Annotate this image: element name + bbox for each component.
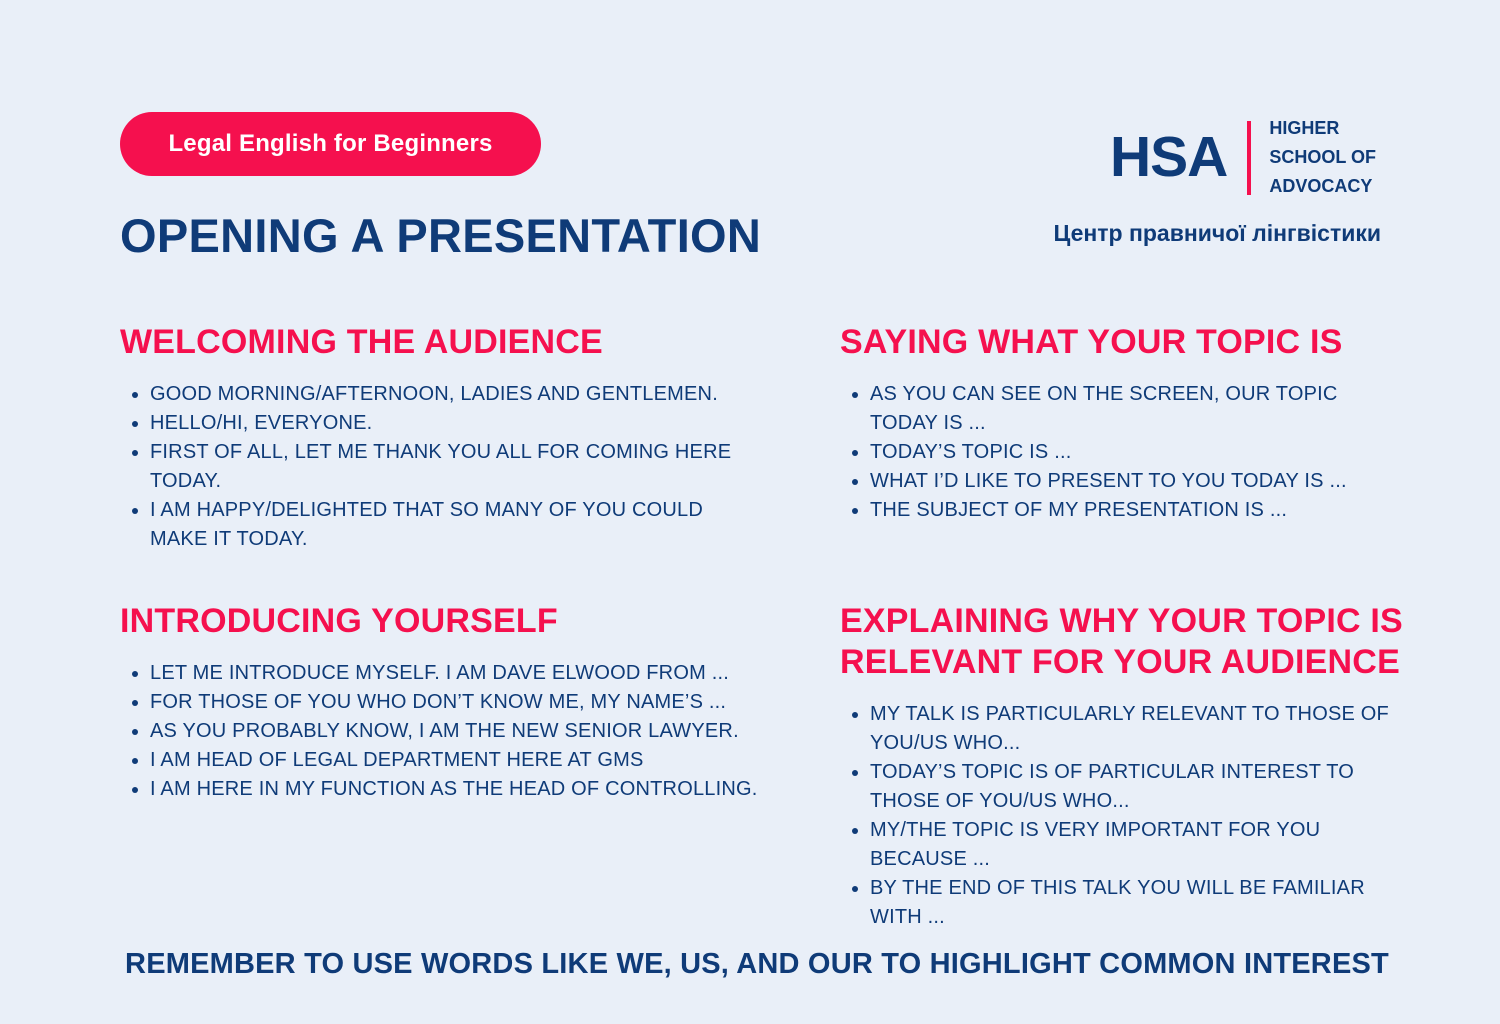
list-item: LET ME INTRODUCE MYSELF. I AM DAVE ELWOOD FROM ... [120, 659, 760, 688]
logo-mark: HSA [1110, 125, 1228, 189]
list-item: I AM HERE IN MY FUNCTION AS THE HEAD OF CONTROLLING. [120, 775, 760, 804]
list-item: BY THE END OF THIS TALK YOU WILL BE FAMILIAR WITH ... [840, 874, 1420, 932]
page-title: OPENING A PRESENTATION [120, 209, 762, 262]
section-title: SAYING WHAT YOUR TOPIC IS [840, 323, 1343, 361]
logo-wordmark [1269, 114, 1376, 201]
list-item: WHAT I’D LIKE TO PRESENT TO YOU TODAY IS ... [840, 467, 1400, 496]
logo-line: ADVOCACY [1269, 176, 1373, 196]
hsa-logo [1110, 114, 1376, 201]
logo-line: HIGHER [1269, 118, 1340, 138]
list-item: FOR THOSE OF YOU WHO DON’T KNOW ME, MY NAME’S ... [120, 688, 760, 717]
section-introducing-yourself [120, 601, 760, 804]
logo-line: SCHOOL OF [1269, 147, 1377, 167]
course-badge: Legal English for Beginners [120, 112, 541, 176]
section-explaining-relevance [840, 601, 1420, 932]
phrase-list [120, 659, 760, 804]
list-item: TODAY’S TOPIC IS ... [840, 438, 1400, 467]
footer-note: REMEMBER TO USE WORDS LIKE WE, US, AND OUR TO HIGHLIGHT COMMON INTEREST [125, 948, 1389, 980]
list-item: GOOD MORNING/AFTERNOON, LADIES AND GENTLEMEN. [120, 380, 760, 409]
section-title: EXPLAINING WHY YOUR TOPIC IS RELEVANT FOR YOUR AUDIENCE [840, 602, 1403, 681]
list-item: MY TALK IS PARTICULARLY RELEVANT TO THOSE OF YOU/US WHO... [840, 700, 1420, 758]
list-item: HELLO/HI, EVERYONE. [120, 409, 760, 438]
list-item: I AM HAPPY/DELIGHTED THAT SO MANY OF YOU COULD MAKE IT TODAY. [120, 496, 760, 554]
phrase-list [840, 700, 1420, 932]
phrase-list [840, 380, 1400, 525]
list-item: AS YOU CAN SEE ON THE SCREEN, OUR TOPIC TODAY IS ... [840, 380, 1400, 438]
list-item: THE SUBJECT OF MY PRESENTATION IS ... [840, 496, 1400, 525]
logo-subtitle: Центр правничої лінгвістики [1053, 220, 1381, 246]
logo-divider [1247, 121, 1251, 195]
section-title: INTRODUCING YOURSELF [120, 602, 558, 640]
list-item: TODAY’S TOPIC IS OF PARTICULAR INTEREST TO THOSE OF YOU/US WHO... [840, 758, 1420, 816]
list-item: MY/THE TOPIC IS VERY IMPORTANT FOR YOU BECAUSE ... [840, 816, 1420, 874]
section-saying-topic [840, 322, 1400, 525]
list-item: FIRST OF ALL, LET ME THANK YOU ALL FOR COMING HERE TODAY. [120, 438, 760, 496]
section-welcoming-audience [120, 322, 760, 554]
list-item: AS YOU PROBABLY KNOW, I AM THE NEW SENIOR LAWYER. [120, 717, 760, 746]
list-item: I AM HEAD OF LEGAL DEPARTMENT HERE AT GMS [120, 746, 760, 775]
section-title: WELCOMING THE AUDIENCE [120, 323, 603, 361]
phrase-list [120, 380, 760, 554]
